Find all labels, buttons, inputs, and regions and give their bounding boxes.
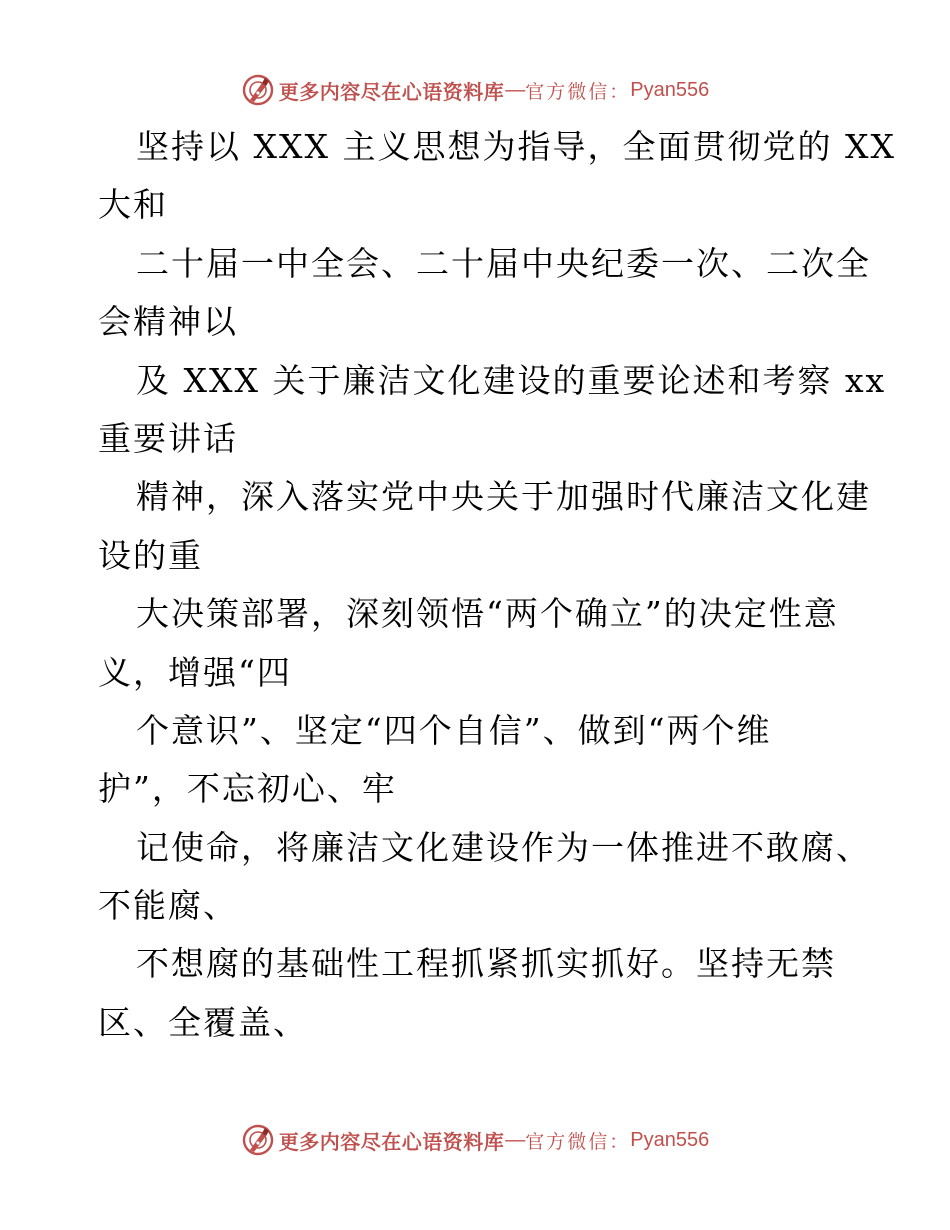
body-line: 不想腐的基础性工程抓紧抓实抓好。坚持无禁	[136, 944, 836, 984]
banner-dash: —	[505, 78, 526, 101]
banner-wechat-id: Pyan556	[630, 78, 710, 101]
header-banner	[0, 70, 950, 110]
banner-brand-text: 更多内容尽在心语资料库	[278, 79, 505, 104]
pen-nib-circle-logo-icon	[241, 1123, 275, 1157]
banner-contact-label: 官方微信：	[525, 1130, 631, 1153]
body-line: 大和	[98, 185, 168, 225]
body-line: 大决策部署，深刻领悟“两个确立”的决定性意	[136, 594, 839, 634]
body-line: 不能腐、	[98, 886, 238, 926]
body-line: 坚持以 XXX 主义思想为指导，全面贯彻党的 XX	[136, 127, 896, 166]
pen-nib-circle-logo-icon	[241, 73, 275, 107]
document-body	[98, 118, 896, 1052]
body-line: 护”，不忘初心、牢	[98, 769, 397, 809]
banner-brand-text: 更多内容尽在心语资料库	[278, 1129, 505, 1154]
body-line: 精神，深入落实党中央关于加强时代廉洁文化建	[136, 477, 871, 517]
body-line: 个意识”、坚定“四个自信”、做到“两个维	[136, 710, 772, 750]
body-line: 区、全覆盖、	[98, 1002, 308, 1042]
banner-contact-label: 官方微信：	[525, 80, 631, 103]
body-line: 义，增强“四	[98, 652, 292, 692]
banner-wechat-id: Pyan556	[630, 1128, 710, 1151]
banner-dash: —	[505, 1128, 526, 1151]
footer-banner	[0, 1120, 950, 1160]
body-line: 记使命，将廉洁文化建设作为一体推进不敢腐、	[136, 827, 871, 867]
body-line: 会精神以	[98, 302, 238, 342]
body-line: 重要讲话	[98, 418, 238, 458]
body-line: 设的重	[98, 535, 203, 575]
body-line: 及 XXX 关于廉洁文化建设的重要论述和考察 xx	[136, 360, 887, 400]
body-line: 二十届一中全会、二十届中央纪委一次、二次全	[136, 243, 871, 283]
